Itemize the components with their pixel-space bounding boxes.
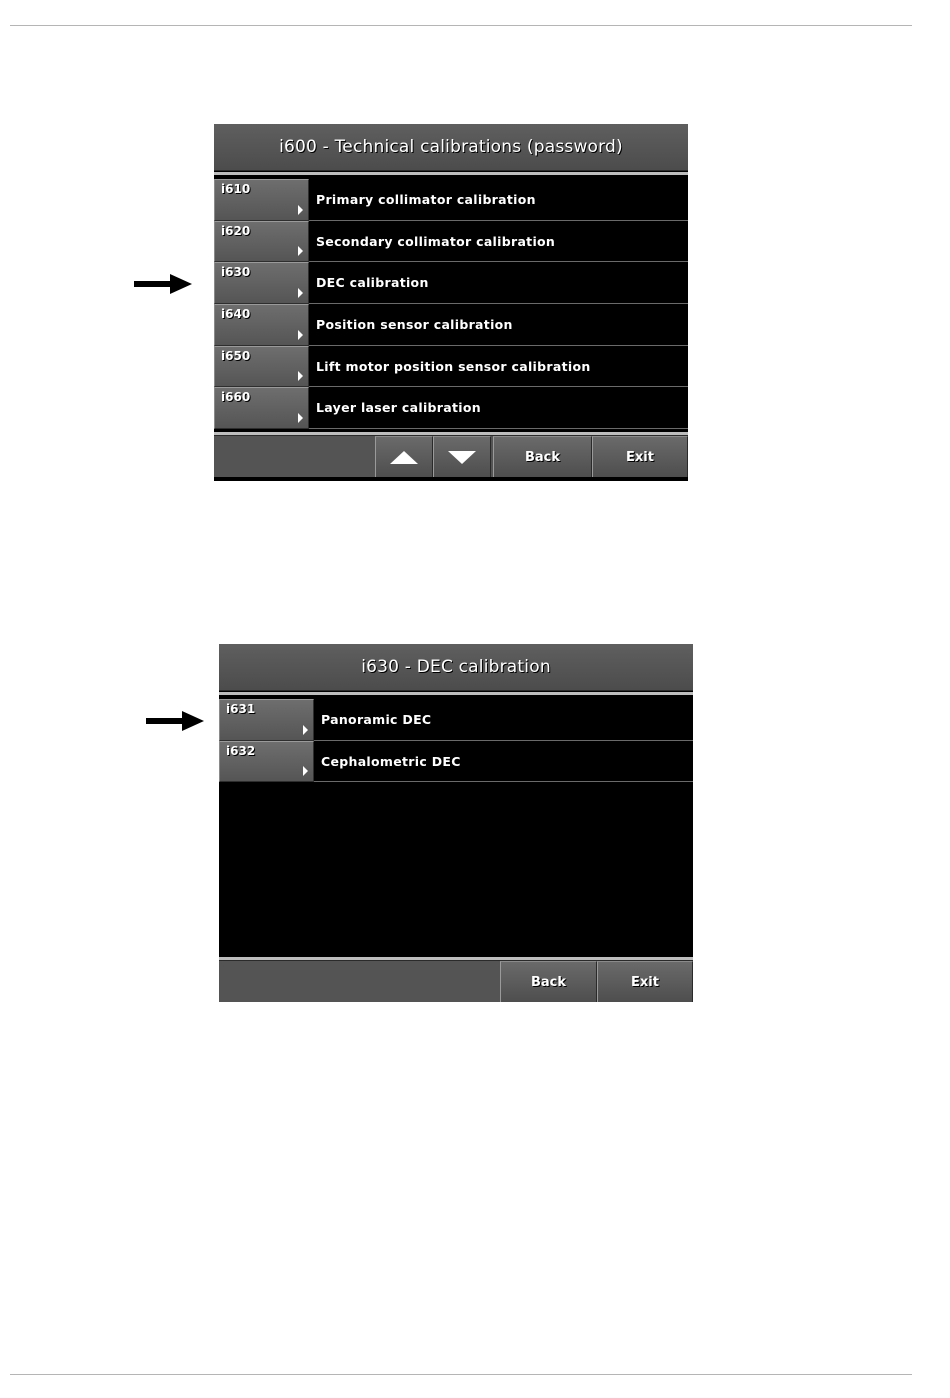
arrow-right-icon bbox=[146, 711, 204, 731]
bottom-toolbar bbox=[214, 435, 688, 477]
triangle-right-icon bbox=[303, 766, 308, 776]
back-button[interactable]: Back bbox=[500, 961, 597, 1002]
menu-button-i620[interactable] bbox=[214, 221, 309, 263]
list-item-i640[interactable] bbox=[214, 304, 688, 346]
menu-code: i630 bbox=[221, 265, 251, 280]
exit-button[interactable]: Exit bbox=[597, 961, 693, 1002]
list-item-i650[interactable] bbox=[214, 346, 688, 388]
menu-label[interactable]: DEC calibration bbox=[309, 262, 688, 304]
triangle-down-icon bbox=[448, 451, 476, 464]
triangle-up-icon bbox=[390, 451, 418, 464]
list-item-i660[interactable] bbox=[214, 387, 688, 429]
triangle-right-icon bbox=[303, 725, 308, 735]
exit-button[interactable]: Exit bbox=[592, 436, 688, 477]
list-item-i610[interactable] bbox=[214, 179, 688, 221]
menu-button-i640[interactable] bbox=[214, 304, 309, 346]
menu-button-i650[interactable] bbox=[214, 346, 309, 388]
list-item-i620[interactable] bbox=[214, 221, 688, 263]
top-rule bbox=[10, 25, 912, 26]
menu-button-i631[interactable] bbox=[219, 699, 314, 741]
scroll-down-button[interactable] bbox=[433, 436, 491, 477]
bottom-rule bbox=[10, 1374, 912, 1375]
menu-label[interactable]: Secondary collimator calibration bbox=[309, 221, 688, 263]
menu-code: i640 bbox=[221, 307, 251, 322]
menu-label[interactable]: Layer laser calibration bbox=[309, 387, 688, 429]
triangle-right-icon bbox=[298, 413, 303, 423]
triangle-right-icon bbox=[298, 246, 303, 256]
list-item-i630[interactable] bbox=[214, 262, 688, 304]
menu-code: i650 bbox=[221, 348, 251, 363]
menu-code: i631 bbox=[226, 702, 256, 716]
scroll-up-button[interactable] bbox=[375, 436, 433, 477]
menu-button-i632[interactable] bbox=[219, 741, 314, 783]
list-item-i632[interactable] bbox=[219, 741, 693, 783]
menu-list bbox=[219, 695, 693, 957]
menu-button-i630[interactable] bbox=[214, 262, 309, 304]
menu-label[interactable]: Position sensor calibration bbox=[309, 304, 688, 346]
menu-code: i660 bbox=[221, 390, 251, 405]
menu-label[interactable]: Panoramic DEC bbox=[314, 699, 693, 741]
menu-code: i620 bbox=[221, 223, 251, 238]
technical-calibrations-screen bbox=[214, 124, 688, 481]
dec-calibration-screen bbox=[219, 644, 693, 1000]
triangle-right-icon bbox=[298, 288, 303, 298]
screen-title: i630 - DEC calibration bbox=[219, 644, 693, 691]
triangle-right-icon bbox=[298, 330, 303, 340]
triangle-right-icon bbox=[298, 371, 303, 381]
screen-title: i600 - Technical calibrations (password) bbox=[214, 124, 688, 171]
menu-code: i632 bbox=[226, 743, 256, 758]
arrow-right-icon bbox=[134, 274, 192, 294]
menu-code: i610 bbox=[221, 182, 251, 196]
bottom-toolbar bbox=[219, 960, 693, 1002]
menu-button-i660[interactable] bbox=[214, 387, 309, 429]
menu-button-i610[interactable] bbox=[214, 179, 309, 221]
menu-label[interactable]: Cephalometric DEC bbox=[314, 741, 693, 783]
triangle-right-icon bbox=[298, 205, 303, 215]
menu-label[interactable]: Primary collimator calibration bbox=[309, 179, 688, 221]
back-button[interactable]: Back bbox=[493, 436, 592, 477]
menu-label[interactable]: Lift motor position sensor calibration bbox=[309, 346, 688, 388]
list-item-i631[interactable] bbox=[219, 699, 693, 741]
menu-list bbox=[214, 175, 688, 429]
